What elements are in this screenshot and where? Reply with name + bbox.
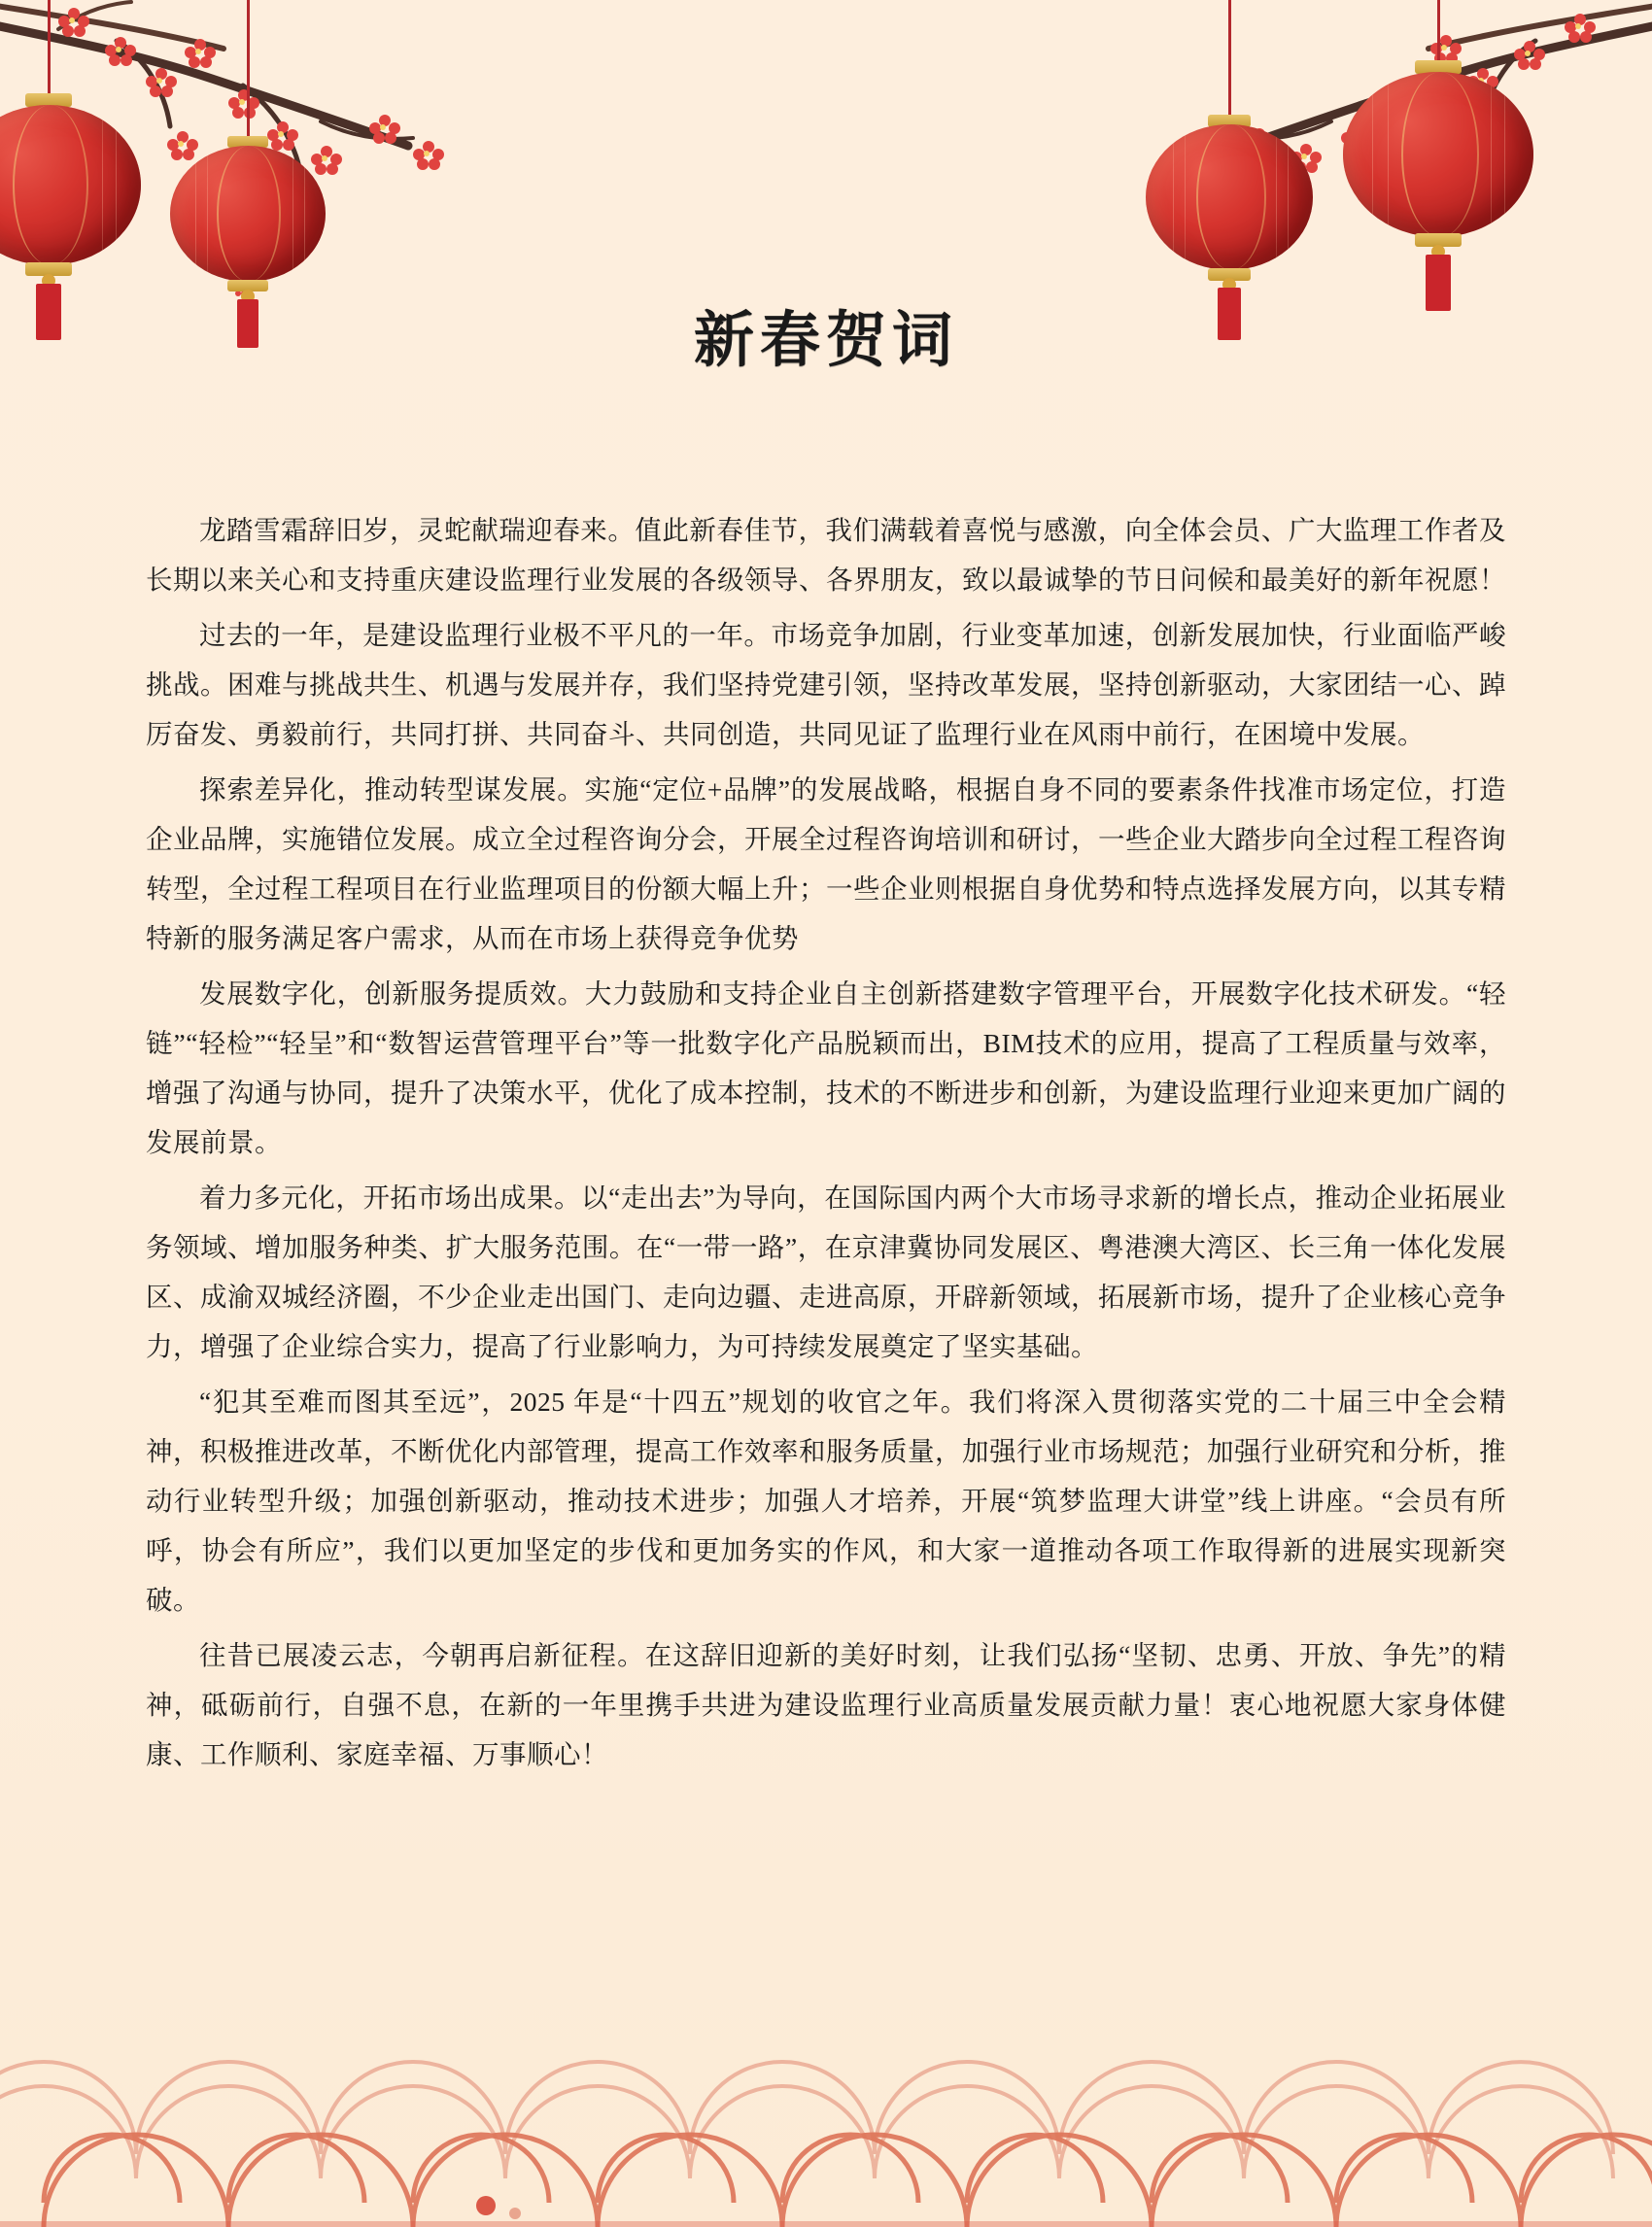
plum-branch-icon [1050,0,1652,486]
paragraph: 探索差异化，推动转型谋发展。实施“定位+品牌”的发展战略，根据自身不同的要素条件找准市场定位，打造企业品牌，实施错位发展。成立全过程咨询分会，开展全过程咨询培训和研讨，一些企业大踏步向全过程工程咨询转型，全过程工程项目在行业监理项目的份额大幅上升；一些企业则根据自身优势和特点选择发展方向，以其专精特新的服务满足客户需求，从而在市场上获得竞争优势 [146,774,1506,953]
paragraph: 发展数字化，创新服务提质效。大力鼓励和支持企业自主创新搭建数字管理平台，开展数字化技术研发。“轻链”“轻检”“轻呈”和“数智运营管理平台”等一批数字化产品脱颖而出，BIM技术的应用，提高了工程质量与效率，增强了沟通与协同，提升了决策水平，优化了成本控制，技术的不断进步和创新，为建设监理行业迎来更加广阔的发展前景。 [146,978,1506,1157]
paragraph: 往昔已展凌云志，今朝再启新征程。在这辞旧迎新的美好时刻，让我们弘扬“坚韧、忠勇、开放、争先”的精神，砥砺前行，自强不息，在新的一年里携手共进为建设监理行业高质量发展贡献力量！衷心地祝愿大家身体健康、工作顺利、家庭幸福、万事顺心！ [146,1640,1506,1769]
plum-branch-icon [0,0,602,486]
page-title: 新春贺词 [693,308,958,374]
paragraph: 过去的一年，是建设监理行业极不平凡的一年。市场竞争加剧，行业变革加速，创新发展加快，行业面临严峻挑战。困难与挑战共生、机遇与发展并存，我们坚持党建引领，坚持改革发展，坚持创新驱动，大家团结一心、踔厉奋发、勇毅前行，共同打拼、共同奋斗、共同创造，共同见证了监理行业在风雨中前行，在困境中发展。 [146,620,1506,749]
paragraph: 着力多元化，开拓市场出成果。以“走出去”为导向，在国际国内两个大市场寻求新的增长点，推动企业拓展业务领域、增加服务种类、扩大服务范围。在“一带一路”，在京津冀协同发展区、粤港澳大湾区、长三角一体化发展区、成渝双城经济圈，不少企业走出国门、走向边疆、走进高原，开辟新领域，拓展新市场，提升了企业核心竞争力，增强了企业综合实力，提高了行业影响力，为可持续发展奠定了坚实基础。 [146,1182,1506,1361]
paragraph: 龙踏雪霜辞旧岁，灵蛇献瑞迎春来。值此新春佳节，我们满载着喜悦与感激，向全体会员、广大监理工作者及长期以来关心和支持重庆建设监理行业发展的各级领导、各界朋友，致以最诚挚的节日问候和最美好的新年祝愿！ [146,515,1506,595]
top-left-decoration [0,0,602,486]
top-right-decoration [1050,0,1652,486]
paragraph: “犯其至难而图其至远”，2025 年是“十四五”规划的收官之年。我们将深入贯彻落实党的二十届三中全会精神，积极推进改革，不断优化内部管理，提高工作效率和服务质量，加强行业市场规范；加强行业研究和分析，推动行业转型升级；加强创新驱动，推动技术进步；加强人才培养，开展“筑梦监理大讲堂”线上讲座。“会员有所呼，协会有所应”，我们以更加坚定的步伐和更加务实的作风，和大家一道推动各项工作取得新的进展实现新突破。 [146,1387,1506,1615]
bottom-decoration [0,1984,1652,2227]
document-body [146,505,1506,1785]
cloud-wave-pattern [0,1984,1652,2227]
